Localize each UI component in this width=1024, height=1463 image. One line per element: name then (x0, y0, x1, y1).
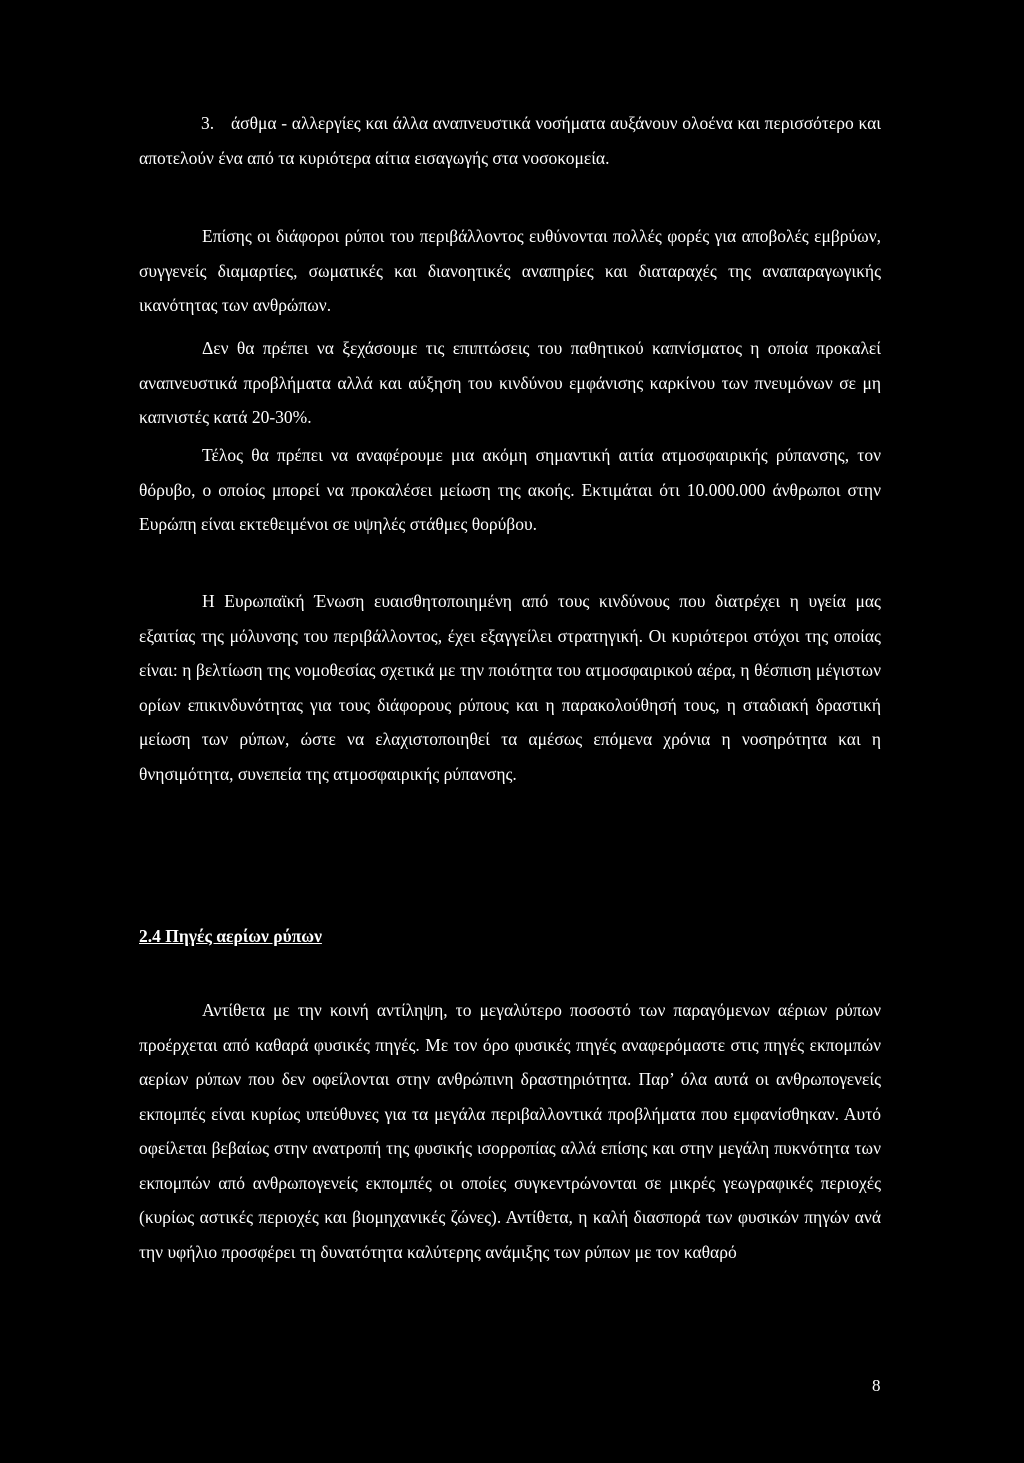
paragraph-natural-sources: Αντίθετα με την κοινή αντίληψη, το μεγαλύτερο ποσοστό των παραγόμενων αέριων ρύπων προέρχεται από καθαρά φυσικές πηγές. Με τον όρο φυσικές πηγές αναφερόμαστε στις πηγές εκπομπών αερίων ρύπων που δεν οφείλονται στην ανθρώπινη δραστηριότητα. Παρ’ όλα αυτά οι ανθρωπογενείς εκπομπές είναι κυρίως υπεύθυνες για τα μεγάλα περιβαλλοντικά προβλήματα που εμφανίσθηκαν. Αυτό οφείλεται βεβαίως στην ανατροπή της φυσικής ισορροπίας αλλά επίσης και στην μεγάλη πυκνότητα των εκπομπών από ανθρωπογενείς εκπομπές οι οποίες συγκεντρώνονται σε μικρές γεωγραφικές περιοχές (κυρίως αστικές περιοχές και βιομηχανικές ζώνες). Αντίθετα, η καλή διασπορά των φυσικών πηγών ανά την υφήλιο προσφέρει τη δυνατότητα καλύτερης ανάμιξης των ρύπων με τον καθαρό (139, 1000, 881, 1262)
page-number: 8 (872, 1376, 881, 1395)
paragraph-birth-defects: Επίσης οι διάφοροι ρύποι του περιβάλλοντος ευθύνονται πολλές φορές για αποβολές εμβρύων, συγγενείς διαμαρτίες, σωματικές και διανοητικές αναπηρίες και διαταραχές της αναπαραγωγικής ικανότητας των ανθρώπων. (139, 226, 881, 315)
paragraph-noise-pollution: Τέλος θα πρέπει να αναφέρουμε μια ακόμη σημαντική αιτία ατμοσφαιρικής ρύπανσης, τον θόρυβο, ο οποίος μπορεί να προκαλέσει μείωση της ακοής. Εκτιμάται ότι 10.000.000 άνθρωποι στην Ευρώπη είναι εκτεθειμένοι σε υψηλές στάθμες θορύβου. (139, 445, 881, 534)
paragraph-passive-smoking: Δεν θα πρέπει να ξεχάσουμε τις επιπτώσεις του παθητικού καπνίσματος η οποία προκαλεί αναπνευστικά προβλήματα αλλά και αύξηση του κινδύνου εμφάνισης καρκίνου των πνευμόνων σε μη καπνιστές κατά 20-30%. (139, 338, 881, 427)
list-item-number: 3. (201, 113, 215, 133)
list-item-text: άσθμα - αλλεργίες και άλλα αναπνευστικά νοσήματα αυξάνουν ολοένα και περισσότερο και αποτελούν ένα από τα κυριότερα αίτια εισαγωγής στα νοσοκομεία. (139, 113, 881, 168)
section-heading: 2.4 Πηγές αερίων ρύπων (139, 926, 322, 946)
paragraph-eu-strategy: Η Ευρωπαϊκή Ένωση ευαισθητοποιημένη από τους κινδύνους που διατρέχει η υγεία μας εξαιτίας της μόλυνσης του περιβάλλοντος, έχει εξαγγείλει στρατηγική. Οι κυριότεροι στόχοι της οποίας είναι: η βελτίωση της νομοθεσίας σχετικά με την ποιότητα του ατμοσφαιρικού αέρα, η θέσπιση μέγιστων ορίων επικινδυνότητας για τους διάφορους ρύπους και η παρακολούθησή τους, η σταδιακή δραστική μείωση των ρύπων, ώστε να ελαχιστοποιηθεί τα αμέσως επόμενα χρόνια η νοσηρότητα και η θνησιμότητα, συνεπεία της ατμοσφαιρικής ρύπανσης. (139, 591, 881, 784)
